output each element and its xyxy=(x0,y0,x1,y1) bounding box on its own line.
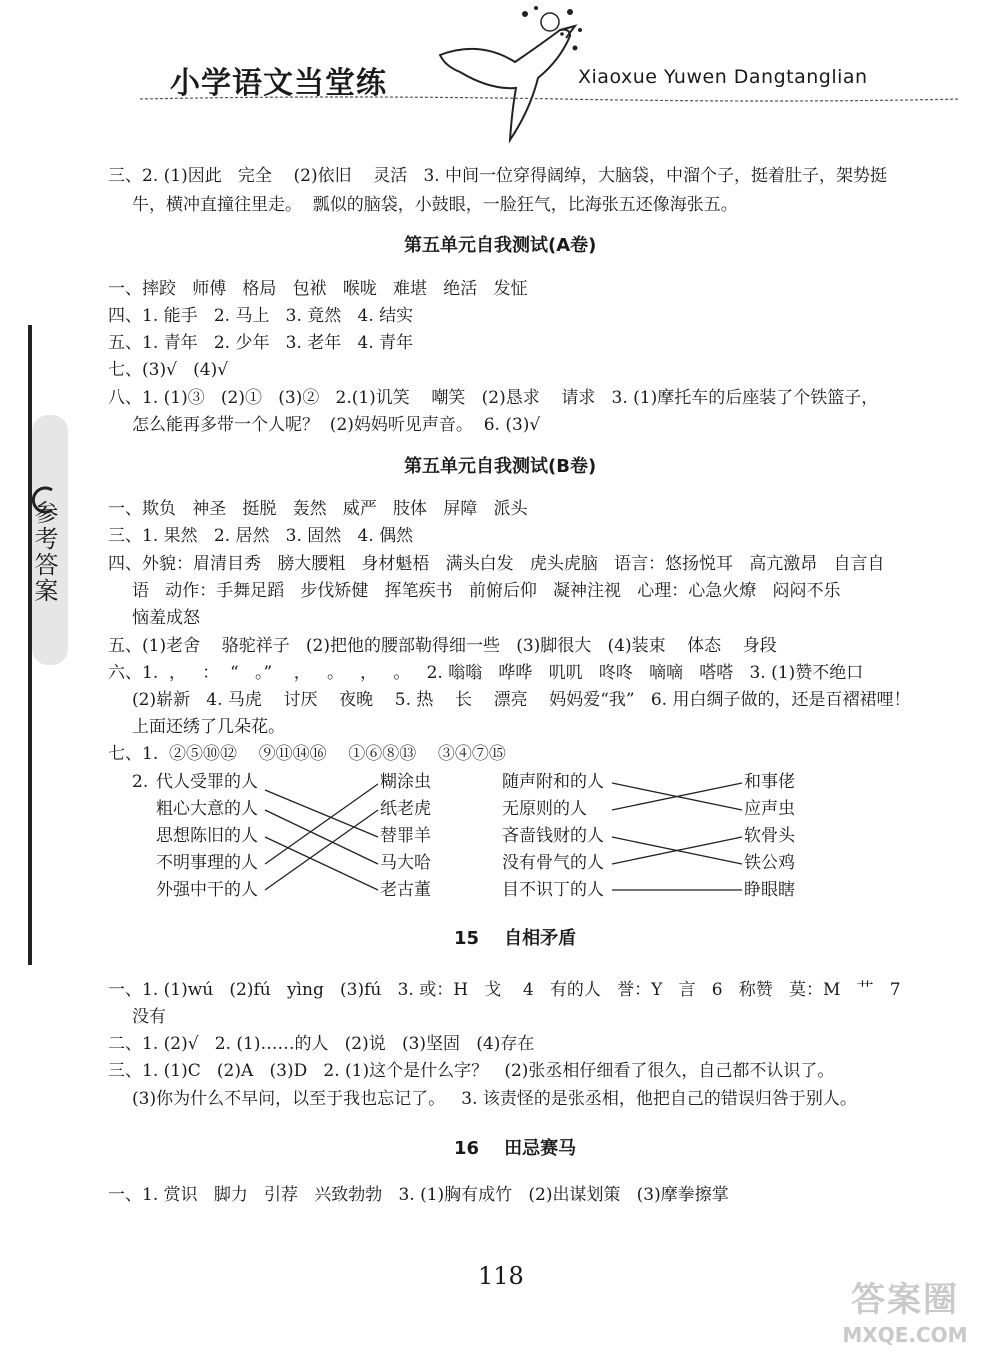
match-right-item: 铁公鸡 xyxy=(744,853,795,873)
match-right-item: 纸老虎 xyxy=(380,799,431,819)
side-label: 参考答案 xyxy=(30,500,58,604)
answer-line: (3)你为什么不早问，以至于我也忘记了。 3. 该责怪的是张丞相，他把自己的错误归咎于别人。 xyxy=(132,1089,857,1109)
answer-line: 怎么能再多带一个人呢？ (2)妈妈听见声音。 6. (3)√ xyxy=(132,415,541,435)
answer-line: 八、1. (1)③ (2)① (3)② 2.(1)讥笑 嘲笑 (2)恳求 请求 3. (1)摩托车的后座装了个铁篮子， xyxy=(108,388,879,408)
header-pinyin: Xiaoxue Yuwen Dangtanglian xyxy=(578,66,868,88)
answer-line: 四、外貌：眉清目秀 膀大腰粗 身材魁梧 满头白发 虎头虎脑 语言：悠扬悦耳 高亢激昂 自言自 xyxy=(108,554,885,574)
match-left-item: 没有骨气的人 xyxy=(502,853,604,873)
match-right-item: 马大哈 xyxy=(380,853,431,873)
match-line xyxy=(265,837,378,890)
match-line xyxy=(265,810,378,864)
section-title: 第五单元自我测试(A卷) xyxy=(404,235,597,256)
match-left-item: 目不识丁的人 xyxy=(502,880,604,900)
match-line xyxy=(612,837,742,864)
match-right-item: 老古董 xyxy=(380,880,431,900)
answer-line: 牛，横冲直撞往里走。 瓢似的脑袋，小鼓眼，一脸狂气，比海张五还像海张五。 xyxy=(132,195,738,215)
match-line xyxy=(265,810,378,890)
match-line xyxy=(265,784,378,864)
watermark-logo xyxy=(820,1272,990,1347)
match-left-item: 不明事理的人 xyxy=(156,853,258,873)
watermark-bottom: MXQE.COM xyxy=(842,1323,968,1347)
answer-line: 一、欺负 神圣 挺脱 轰然 威严 肢体 屏障 派头 xyxy=(108,499,528,519)
section-title: 第五单元自我测试(B卷) xyxy=(404,456,597,477)
watermark-top: 答案圈 xyxy=(851,1280,959,1320)
answer-line: 七、1. ②⑤⑩⑫ ⑨⑪⑭⑯ ①⑥⑧⑬ ③④⑦⑮ xyxy=(108,744,506,764)
section-title: 15 自相矛盾 xyxy=(454,928,577,949)
answer-line: 六、1. ， ： “ 。” ， 。 ， 。 2. 嗡嗡 哗哗 叽叽 咚咚 嘀嘀 嗒嗒 3. (1)赞不绝口 xyxy=(108,663,864,683)
answer-line: 三、1. 果然 2. 居然 3. 固然 4. 偶然 xyxy=(108,526,414,546)
answer-line: 上面还绣了几朵花。 xyxy=(132,717,285,737)
match-right-item: 软骨头 xyxy=(744,826,795,846)
header-divider xyxy=(140,93,960,105)
answer-line: 七、(3)√ (4)√ xyxy=(108,360,229,380)
match-right-item: 和事佬 xyxy=(744,772,795,792)
match-left-item: 吝啬钱财的人 xyxy=(502,826,604,846)
answer-line: 一、1. (1)wú (2)fú yìng (3)fú 3. 或：H 戈 4 有的人 誉：Y 言 6 称赞 莫：M 艹 7 xyxy=(108,980,901,1000)
match-right-item: 替罪羊 xyxy=(380,826,431,846)
header-title: 小学语文当堂练 xyxy=(170,66,387,101)
side-tab-decoration xyxy=(22,325,70,965)
answer-line: 一、摔跤 师傅 格局 包袱 喉咙 难堪 绝活 发怔 xyxy=(108,279,528,299)
match-right-item: 应声虫 xyxy=(744,799,795,819)
answer-line: 三、2. (1)因此 完全 (2)依旧 灵活 3. 中间一位穿得阔绰，大脑袋，中溜个子，挺着肚子，架势挺 xyxy=(108,166,888,186)
match-left-item: 思想陈旧的人 xyxy=(156,826,258,846)
match-line xyxy=(612,783,742,810)
match-right-item: 睁眼瞎 xyxy=(744,880,795,900)
match-left-item: 粗心大意的人 xyxy=(156,799,258,819)
match-left-item: 无原则的人 xyxy=(502,799,587,819)
answer-line: 一、1. 赏识 脚力 引荐 兴致勃勃 3. (1)胸有成竹 (2)出谋划策 (3)摩拳擦掌 xyxy=(108,1185,729,1205)
answer-line: 三、1. (1)C (2)A (3)D 2. (1)这个是什么字？ (2)张丞相仔细看了很久，自己都不认识了。 xyxy=(108,1061,835,1081)
match-prefix: 2. xyxy=(132,772,149,792)
answer-line: 五、1. 青年 2. 少年 3. 老年 4. 青年 xyxy=(108,333,414,353)
match-left-item: 代人受罪的人 xyxy=(156,772,258,792)
page-number: 118 xyxy=(478,1262,524,1290)
answer-line: 没有 xyxy=(132,1007,166,1027)
answer-line: 恼羞成怒 xyxy=(132,608,200,628)
match-left-item: 外强中干的人 xyxy=(156,880,258,900)
answer-line: 四、1. 能手 2. 马上 3. 竟然 4. 结实 xyxy=(108,306,414,326)
match-line xyxy=(612,837,742,864)
match-line xyxy=(612,783,742,810)
match-left-item: 随声附和的人 xyxy=(502,772,604,792)
section-title: 16 田忌赛马 xyxy=(454,1138,577,1159)
dove-icon xyxy=(420,0,600,150)
answer-line: 二、1. (2)√ 2. (1)……的人 (2)说 (3)坚固 (4)存在 xyxy=(108,1034,535,1054)
match-right-item: 糊涂虫 xyxy=(380,772,431,792)
answer-line: 五、(1)老舍 骆驼祥子 (2)把他的腰部勒得细一些 (3)脚很大 (4)装束 体态 身段 xyxy=(108,636,777,656)
answer-line: (2)崭新 4. 马虎 讨厌 夜晚 5. 热 长 漂亮 妈妈爱“我” 6. 用白绸子做的，还是百褶裙哩！ xyxy=(132,690,911,710)
answer-line: 语 动作：手舞足蹈 步伐矫健 挥笔疾书 前俯后仰 凝神注视 心理：心急火燎 闷闷不乐 xyxy=(132,581,841,601)
match-line xyxy=(265,790,378,837)
